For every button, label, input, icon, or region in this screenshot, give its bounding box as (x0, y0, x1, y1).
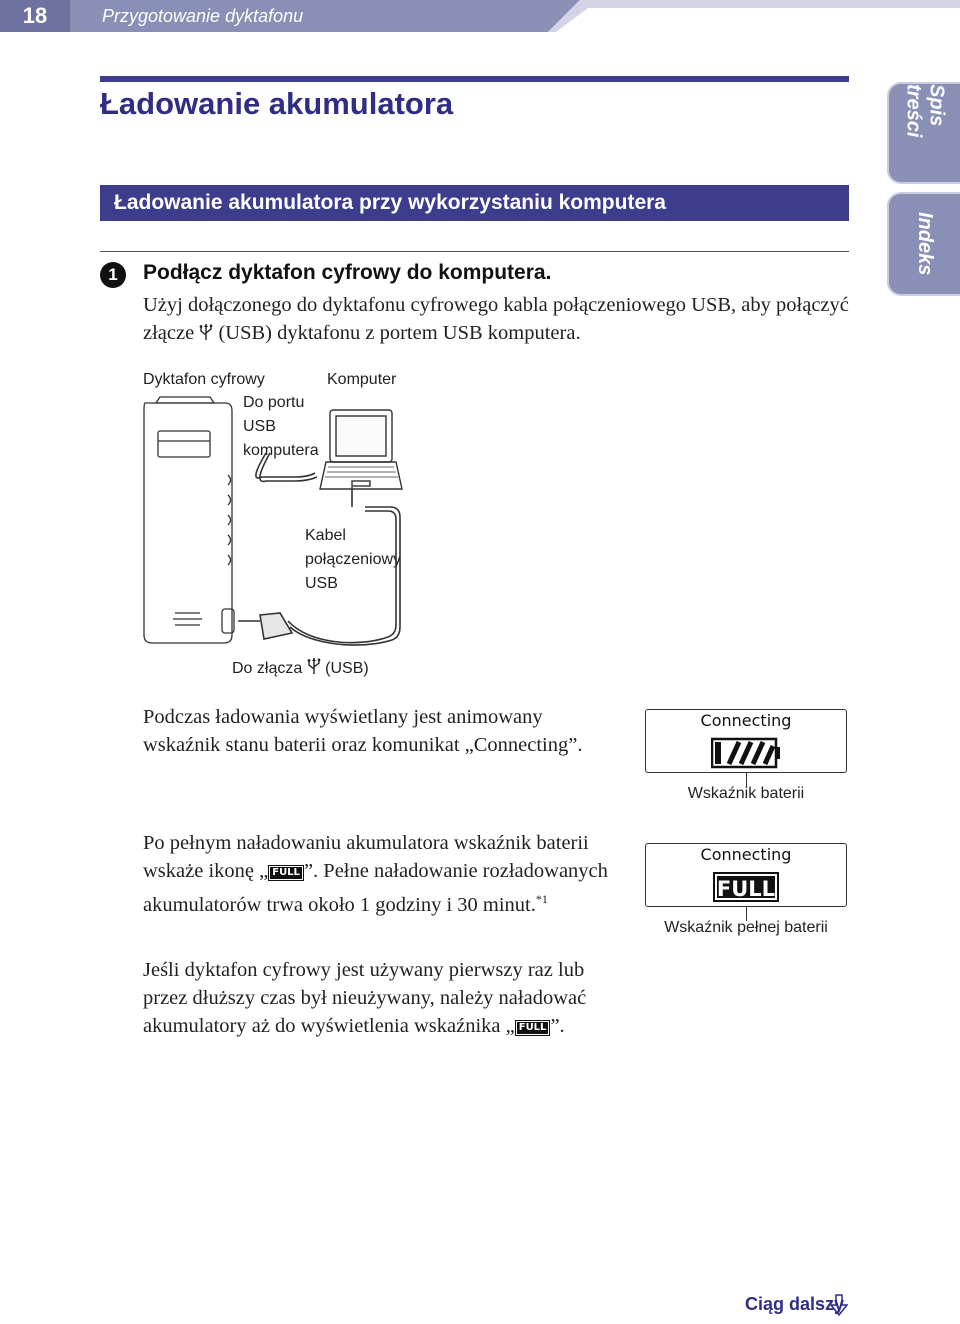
lcd-connecting-text: Connecting (700, 845, 792, 864)
p3-text-after: ”. (550, 1015, 565, 1037)
p3-text-before: Jeśli dyktafon cyfrowy jest używany pierwszy raz lub przez dłuższy czas był nieużywany, należy naładować akumulatory aż do wyświetlenia wskaźnika „ (143, 959, 587, 1037)
lcd-charging-display (645, 709, 847, 773)
caption-battery-indicator: Wskaźnik baterii (687, 785, 805, 802)
full-battery-icon: FULL (515, 1020, 551, 1036)
footnote-marker[interactable]: *1 (535, 892, 548, 906)
usb-icon (199, 323, 213, 341)
voice-recorder-illustration (144, 397, 234, 643)
paragraph-charging: Podczas ładowania wyświetlany jest animowany wskaźnik stanu baterii oraz komunikat „Connecting”. (143, 706, 583, 756)
page-number: 18 (22, 3, 48, 28)
tab-toc-label: Spis treści (902, 84, 948, 138)
step-body (143, 291, 853, 347)
arrow-down-icon[interactable] (830, 1294, 848, 1316)
lcd-connecting-text: Connecting (700, 711, 792, 730)
page-header (0, 0, 960, 32)
usb-cable-illustration (238, 453, 400, 645)
label-computer: Komputer (327, 371, 397, 388)
usb-icon (307, 657, 321, 675)
paragraph-full-charge (143, 829, 613, 919)
caption-full-battery-indicator: Wskaźnik pełnej baterii (664, 919, 828, 936)
divider (100, 251, 849, 252)
p2-text-before: Po pełnym naładowaniu akumulatora wskaźnik baterii wskaże ikonę „ (143, 832, 589, 882)
full-battery-icon: FULL (268, 865, 304, 881)
subsection-heading: Ładowanie akumulatora przy wykorzystaniu komputera (100, 185, 849, 221)
label-usb-cable: Kabel połączeniowy USB (305, 527, 402, 592)
battery-charging-icon (711, 737, 781, 769)
label-usb-connector-before: Do złącza (232, 660, 307, 677)
step-body-text-after: (USB) dyktafonu z portem USB komputera. (213, 322, 581, 344)
laptop-illustration (320, 410, 402, 489)
page-title: Ładowanie akumulatora (100, 86, 454, 121)
section-name[interactable]: Przygotowanie dyktafonu (102, 6, 304, 26)
label-usb-connector-after: (USB) (320, 660, 369, 677)
step-number-badge: 1 (100, 262, 126, 288)
tab-table-of-contents[interactable] (887, 82, 960, 184)
connection-diagram (130, 395, 410, 655)
label-recorder: Dyktafon cyfrowy (143, 371, 265, 388)
label-usb-port: Do portu USB komputera (243, 394, 319, 459)
continue-link[interactable]: Ciąg dalszy (745, 1294, 845, 1314)
title-rule (100, 76, 849, 82)
paragraph-first-use (143, 956, 613, 1040)
step-body-text-before: Użyj dołączonego do dyktafonu cyfrowego kabla połączeniowego USB, aby połączyć złącze (143, 294, 849, 344)
full-battery-icon: FULL (713, 872, 779, 902)
lcd-full-display (645, 843, 847, 907)
step-title: Podłącz dyktafon cyfrowy do komputera. (143, 261, 552, 284)
p2-text-after: ”. Pełne naładowanie rozładowanych akumulatorów trwa około 1 godziny i 30 minut. (143, 860, 608, 916)
label-usb-connector (232, 657, 369, 681)
tab-index-label: Indeks (914, 212, 936, 276)
tab-index[interactable] (887, 192, 960, 296)
